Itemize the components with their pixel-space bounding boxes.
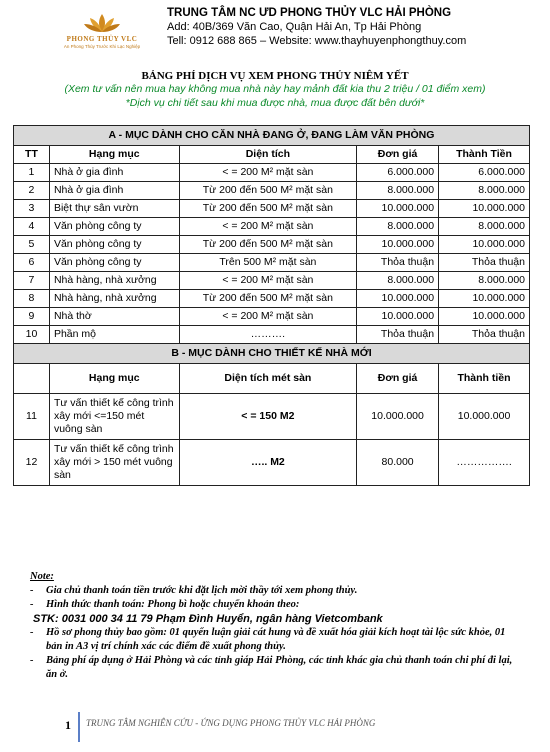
table-row bbox=[14, 236, 530, 254]
row-item: Nhà hàng, nhà xưởng bbox=[49, 272, 179, 290]
row-item: Nhà thờ bbox=[49, 308, 179, 326]
col-header-b-item: Hạng mục bbox=[49, 364, 179, 394]
note-item: - Hình thức thanh toán: Phong bì hoặc chuyển khoản theo: bbox=[30, 599, 300, 610]
row-number: 3 bbox=[14, 200, 50, 218]
row-area: Từ 200 đến 500 M² mặt sàn bbox=[179, 200, 357, 218]
row-price: 8.000.000 bbox=[357, 182, 439, 200]
row-total: 6.000.000 bbox=[439, 164, 530, 182]
row-area: < = 200 M² mặt sàn bbox=[179, 164, 357, 182]
row-total: 10.000.000 bbox=[439, 308, 530, 326]
row-area: ….. M2 bbox=[179, 440, 357, 486]
table-row bbox=[14, 164, 530, 182]
row-price: 10.000.000 bbox=[357, 308, 439, 326]
table-row bbox=[14, 326, 530, 344]
row-price: 10.000.000 bbox=[357, 236, 439, 254]
row-item: Văn phòng công ty bbox=[49, 236, 179, 254]
row-total: 8.000.000 bbox=[439, 218, 530, 236]
row-total: 10.000.000 bbox=[439, 394, 530, 440]
letterhead bbox=[0, 0, 550, 56]
company-address: Add: 40B/369 Văn Cao, Quận Hải An, Tp Hải Phòng bbox=[167, 21, 422, 33]
table-row bbox=[14, 394, 530, 440]
price-table bbox=[13, 125, 530, 486]
row-price: 80.000 bbox=[357, 440, 439, 486]
col-header-item: Hạng mục bbox=[49, 146, 179, 164]
note-text: Bảng phí áp dụng ở Hải Phòng và các tỉnh giáp Hải Phòng, các tỉnh khác gia chủ thanh toán chi phí đi lại, ăn ở. bbox=[46, 655, 513, 680]
row-item: Nhà ở gia đình bbox=[49, 182, 179, 200]
row-item: Nhà hàng, nhà xưởng bbox=[49, 290, 179, 308]
row-total: Thỏa thuận bbox=[439, 254, 530, 272]
row-number: 1 bbox=[14, 164, 50, 182]
row-area: ………. bbox=[179, 326, 357, 344]
bank-account: STK: 0031 000 34 11 79 Phạm Đình Huyển, ngân hàng Vietcombank bbox=[33, 613, 383, 625]
row-number: 6 bbox=[14, 254, 50, 272]
row-number: 4 bbox=[14, 218, 50, 236]
row-item: Văn phòng công ty bbox=[49, 254, 179, 272]
table-row bbox=[14, 290, 530, 308]
table-row bbox=[14, 200, 530, 218]
row-item: Văn phòng công ty bbox=[49, 218, 179, 236]
note-item: - Bảng phí áp dụng ở Hải Phòng và các tỉnh giáp Hải Phòng, các tỉnh khác gia chủ thanh toán chi phí đi lại, ăn ở. bbox=[30, 654, 520, 682]
note-text: Gia chủ thanh toán tiền trước khi đặt lịch mời thầy tới xem phong thủy. bbox=[46, 585, 358, 596]
notes-block bbox=[30, 570, 520, 682]
row-total: ……………. bbox=[439, 440, 530, 486]
row-area: < = 150 M2 bbox=[179, 394, 357, 440]
col-header-b-price: Đơn giá bbox=[357, 364, 439, 394]
row-price: Thỏa thuận bbox=[357, 254, 439, 272]
row-price: 8.000.000 bbox=[357, 218, 439, 236]
row-number: 12 bbox=[14, 440, 50, 486]
table-row bbox=[14, 254, 530, 272]
row-price: 8.000.000 bbox=[357, 272, 439, 290]
col-header-total: Thành Tiền bbox=[439, 146, 530, 164]
note-text: Hình thức thanh toán: Phong bì hoặc chuyển khoản theo: bbox=[46, 599, 300, 610]
row-item: Tư vấn thiết kế công trình xây mới > 150 mét vuông sàn bbox=[49, 440, 179, 486]
footer-text: TRUNG TÂM NGHIÊN CỨU - ỨNG DỤNG PHONG THỦY VLC HẢI PHÒNG bbox=[86, 718, 376, 728]
row-area: Từ 200 đến 500 M² mặt sàn bbox=[179, 182, 357, 200]
row-price: 6.000.000 bbox=[357, 164, 439, 182]
row-area: < = 200 M² mặt sàn bbox=[179, 218, 357, 236]
col-header-b-tt bbox=[14, 364, 50, 394]
row-number: 10 bbox=[14, 326, 50, 344]
row-total: 10.000.000 bbox=[439, 200, 530, 218]
row-total: 8.000.000 bbox=[439, 272, 530, 290]
row-number: 9 bbox=[14, 308, 50, 326]
logo-brand: PHONG THỦY VLC bbox=[66, 35, 138, 43]
subtitle-consult: (Xem tư vấn nên mua hay không mua nhà này hay mảnh đất kia thu 2 triệu / 01 điểm xem) bbox=[64, 83, 486, 95]
note-item: - Hồ sơ phong thủy bao gồm: 01 quyển luận giải cát hung và đề xuất hóa giải kích hoạt tài lộc sức khỏe, 01 bản in A3 vị trí chính xác các điểm đề xuất phong thủy. bbox=[30, 626, 520, 654]
table-header-row-b bbox=[14, 364, 530, 394]
page-number: 1 bbox=[65, 718, 71, 732]
section-b-header bbox=[14, 344, 530, 364]
row-item: Nhà ở gia đình bbox=[49, 164, 179, 182]
row-total: 8.000.000 bbox=[439, 182, 530, 200]
row-number: 5 bbox=[14, 236, 50, 254]
row-price: 10.000.000 bbox=[357, 200, 439, 218]
row-price: Thỏa thuận bbox=[357, 326, 439, 344]
row-item: Phần mộ bbox=[49, 326, 179, 344]
company-logo bbox=[52, 12, 152, 52]
page-footer bbox=[60, 712, 530, 742]
col-header-price: Đơn giá bbox=[357, 146, 439, 164]
bank-account-line bbox=[30, 612, 520, 626]
col-header-b-total: Thành tiền bbox=[439, 364, 530, 394]
section-a-header bbox=[14, 126, 530, 146]
lotus-icon bbox=[82, 12, 122, 34]
row-area: < = 200 M² mặt sàn bbox=[179, 272, 357, 290]
note-label: Note: bbox=[30, 571, 54, 582]
table-header-row bbox=[14, 146, 530, 164]
col-header-b-area: Diện tích mét sàn bbox=[179, 364, 357, 394]
subtitle-detail: *Dịch vụ chi tiết sau khi mua được nhà, mua được đất bên dưới* bbox=[125, 97, 425, 109]
row-area: Từ 200 đến 500 M² mặt sàn bbox=[179, 290, 357, 308]
row-total: 10.000.000 bbox=[439, 236, 530, 254]
table-row bbox=[14, 308, 530, 326]
table-row bbox=[14, 440, 530, 486]
note-item: - Gia chủ thanh toán tiền trước khi đặt lịch mời thầy tới xem phong thủy. bbox=[30, 585, 358, 596]
col-header-tt: TT bbox=[14, 146, 50, 164]
table-row bbox=[14, 218, 530, 236]
row-number: 2 bbox=[14, 182, 50, 200]
section-b-title: B - MỤC DÀNH CHO THIẾT KẾ NHÀ MỚI bbox=[14, 344, 530, 364]
note-text: Hồ sơ phong thủy bao gồm: 01 quyển luận giải cát hung và đề xuất hóa giải kích hoạt tài lộc sức khỏe, 01 bản in A3 vị trí chính xác các điểm đề xuất phong thủy. bbox=[46, 627, 506, 652]
row-price: 10.000.000 bbox=[357, 394, 439, 440]
logo-slogan: An Phong Thủy Trước Khi Lạc Nghiệp bbox=[63, 44, 141, 49]
company-contact: Tell: 0912 688 865 – Website: www.thayhuyenphongthuy.com bbox=[167, 35, 467, 47]
row-area: < = 200 M² mặt sàn bbox=[179, 308, 357, 326]
col-header-area: Diện tích bbox=[179, 146, 357, 164]
row-total: Thỏa thuận bbox=[439, 326, 530, 344]
row-item: Tư vấn thiết kế công trình xây mới <=150 mét vuông sàn bbox=[49, 394, 179, 440]
table-row bbox=[14, 182, 530, 200]
row-area: Từ 200 đến 500 M² mặt sàn bbox=[179, 236, 357, 254]
row-total: 10.000.000 bbox=[439, 290, 530, 308]
row-number: 8 bbox=[14, 290, 50, 308]
row-item: Biệt thự sân vườn bbox=[49, 200, 179, 218]
document-title: BẢNG PHÍ DỊCH VỤ XEM PHONG THỦY NIÊM YẾT bbox=[141, 70, 409, 82]
row-area: Trên 500 M² mặt sàn bbox=[179, 254, 357, 272]
section-a-title: A - MỤC DÀNH CHO CĂN NHÀ ĐANG Ở, ĐANG LÀM VĂN PHÒNG bbox=[14, 126, 530, 146]
footer-divider bbox=[78, 712, 80, 742]
row-number: 7 bbox=[14, 272, 50, 290]
company-info bbox=[167, 6, 466, 48]
table-row bbox=[14, 272, 530, 290]
row-number: 11 bbox=[14, 394, 50, 440]
company-name: TRUNG TÂM NC ƯD PHONG THỦY VLC HẢI PHÒNG bbox=[167, 7, 452, 19]
row-price: 10.000.000 bbox=[357, 290, 439, 308]
